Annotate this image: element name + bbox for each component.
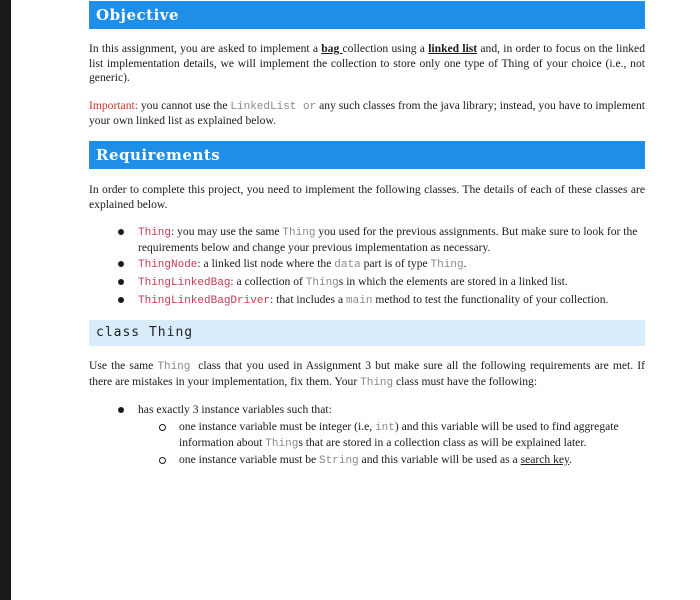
text: : you may use the same <box>171 225 283 239</box>
class-name: ThingLinkedBagDriver <box>138 294 271 307</box>
bullet-icon <box>118 279 124 285</box>
code: Thing <box>305 276 339 289</box>
class-name: ThingLinkedBag <box>138 276 231 289</box>
code: Thing <box>157 361 199 374</box>
list-item <box>89 257 645 273</box>
important-label: Important: <box>89 98 138 112</box>
text: . <box>463 257 467 271</box>
hollow-bullet-icon <box>159 424 166 431</box>
objective-header <box>89 1 645 29</box>
bag-term: bag <box>321 42 343 55</box>
text: In this assignment, you are asked to implement a <box>89 42 322 55</box>
bullet-icon <box>118 229 124 235</box>
list-item <box>89 420 645 451</box>
text: : a collection of <box>230 274 306 288</box>
text: one instance variable must be <box>179 453 320 467</box>
list-item <box>89 403 645 418</box>
text: s that are stored in a collection class as will be explained later. <box>298 435 587 449</box>
text: and, in order to focus on the linked list implementation details, we will implement the collection to store only one type of Thing of your choice (i.e., not generic). <box>89 42 645 85</box>
text: has exactly 3 instance variables such that: <box>138 403 332 417</box>
linkedlist-code: LinkedList or <box>230 100 317 113</box>
class-name: ThingNode <box>138 259 198 272</box>
bullet-icon <box>118 407 124 413</box>
text: Use the same <box>89 359 158 373</box>
code: data <box>334 259 361 272</box>
objective-paragraph-1 <box>89 42 645 86</box>
code: Thing <box>265 437 299 450</box>
class-thing-paragraph <box>89 359 645 390</box>
text: any such classes from the java library; instead, you have to implement your own linked list as explained below. <box>89 98 645 128</box>
text: part is of type <box>360 257 431 271</box>
class-thing-title: class Thing <box>96 325 194 341</box>
bullet-icon <box>118 261 124 267</box>
text: s in which the elements are stored in a linked list. <box>338 274 568 288</box>
thing-sub-list <box>89 420 645 469</box>
text: : a linked list node where the <box>197 257 335 271</box>
text: . <box>569 453 573 467</box>
code: String <box>319 455 359 468</box>
search-key-term: search key <box>520 453 570 467</box>
list-item <box>89 225 645 255</box>
linked-list-term: linked list <box>428 42 478 55</box>
code: Thing <box>430 259 464 272</box>
requirements-header <box>89 141 645 169</box>
text: method to test the functionality of your collection. <box>372 292 609 306</box>
list-item <box>89 453 645 469</box>
text: collection using a <box>342 42 429 55</box>
text: you used for the previous assignments. But make sure to look for the requirements below and change your previous implementation as necessary. <box>138 225 638 254</box>
text: one instance variable must be integer (i.e, <box>179 419 376 433</box>
requirements-title: Requirements <box>96 145 221 164</box>
left-edge-bar <box>0 0 11 600</box>
code: main <box>346 294 373 307</box>
text: ) and this variable will be used to find aggregate information about <box>179 419 619 449</box>
text: class must have the following: <box>393 374 538 388</box>
code: Thing <box>360 376 394 389</box>
requirements-intro: In order to complete this project, you need to implement the following classes. The details of each of these classes are explained below. <box>89 182 645 211</box>
text: class that you used in Assignment 3 but make sure all the following requirements are met. If there are mistakes in your implementation, fix them. Your <box>89 359 645 388</box>
document-page <box>89 0 645 471</box>
thing-requirements-list <box>89 403 645 418</box>
requirements-list <box>89 225 645 308</box>
list-item <box>89 293 645 309</box>
objective-title: Objective <box>96 6 180 24</box>
class-thing-header <box>89 320 645 346</box>
text: and this variable will be used as a <box>358 453 521 467</box>
code: int <box>375 421 395 434</box>
code: Thing <box>282 227 316 240</box>
list-item <box>89 275 645 291</box>
objective-paragraph-2 <box>89 99 645 129</box>
text: : that includes a <box>270 292 347 306</box>
bullet-icon <box>118 297 124 303</box>
hollow-bullet-icon <box>159 457 166 464</box>
class-name: Thing <box>138 227 172 240</box>
text: you cannot use the <box>137 98 231 112</box>
